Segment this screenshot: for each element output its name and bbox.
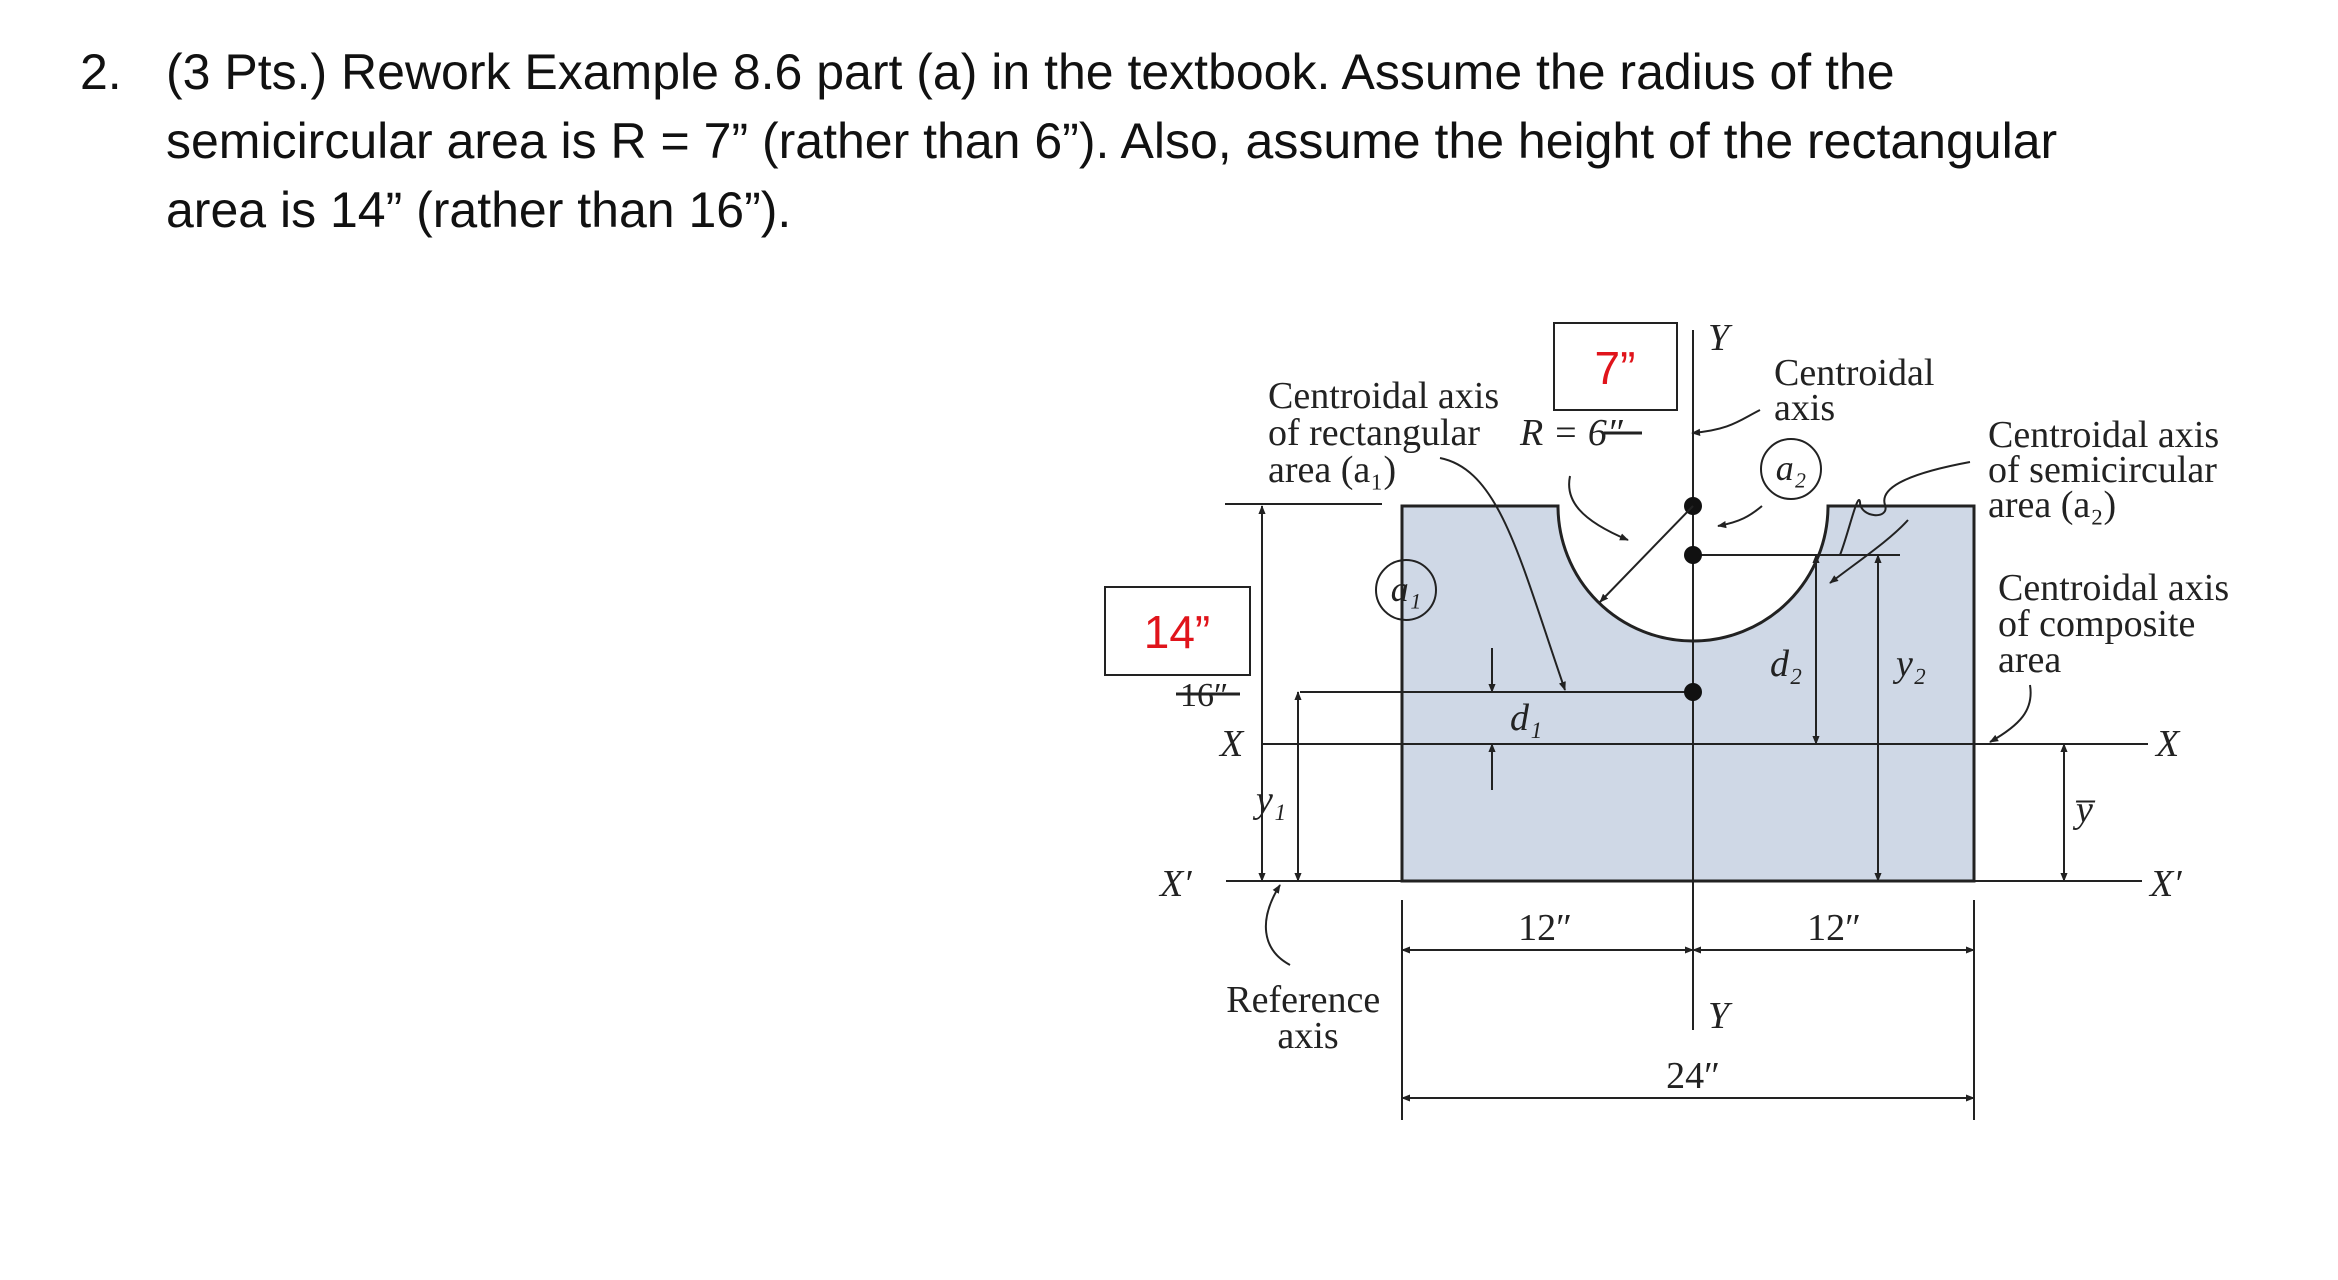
leader-a2 [1718,506,1762,526]
leader-reference [1266,885,1290,965]
leader-centroidal-axis [1692,410,1760,433]
centroid-dot-rect [1684,683,1702,701]
height-correction-text: 14” [1143,606,1211,658]
radius-arrow [1600,506,1693,602]
label-rect-line-1: Centroidal axis [1268,375,1500,417]
radius-correction-text: 7” [1594,342,1636,394]
label-rect-line-2: of rectangular [1268,412,1481,454]
label-y2: y₂ [1896,643,1927,685]
label-rect-line-3: area (a₁) [1268,449,1397,491]
label-semi-line-3: area (a₂) [1988,484,2117,526]
label-y-top: Y [1708,317,1730,359]
problem-line-1: (3 Pts.) Rework Example 8.6 part (a) in the textbook. Assume the radius of the [166,44,1895,100]
label-centroidal-line-1: Centroidal [1774,352,1935,394]
label-semi-line-2: of semicircular [1988,449,2217,491]
problem-line-3: area is 14” (rather than 16”). [166,182,792,238]
label-radius-original: R = 6″ [1520,412,1623,454]
label-centroidal-axis-semi [1988,414,2229,526]
label-d2: d₂ [1770,643,1803,685]
label-width-total: 24″ [1666,1055,1720,1097]
label-height-original: 16″ [1180,677,1229,714]
label-ybar: y̅ [2076,789,2093,831]
label-composite-line-1: Centroidal axis [1998,567,2230,609]
problem-line-2: semicircular area is R = 7” (rather than 6”). Also, assume the height of the rectangular [166,113,2058,169]
label-composite-line-3: area [1998,639,2062,681]
label-reference-line-1: Reference [1226,979,1381,1021]
label-width-right: 12″ [1807,907,1861,949]
label-y-bottom: Y [1708,995,1730,1037]
label-centroidal-axis-rect [1268,375,1509,491]
label-x-right: X [2156,723,2180,765]
problem-number: 2. [80,44,122,100]
label-reference-axis [1226,979,1390,1057]
label-x-left: X [1220,723,1244,765]
label-centroidal-line-2: axis [1774,387,1836,429]
label-y1: y₁ [1256,779,1287,821]
leader-composite [1990,685,2031,742]
leader-radius [1569,476,1628,540]
label-centroidal-axis [1774,352,1944,429]
label-x-prime-right: X′ [2150,863,2182,905]
label-semi-line-1: Centroidal axis [1988,414,2220,456]
label-centroidal-axis-composite [1998,567,2239,681]
label-x-prime-left: X′ [1160,863,1192,905]
centroid-dot-semi [1684,546,1702,564]
label-width-left: 12″ [1518,907,1572,949]
label-reference-line-2: axis [1277,1015,1339,1057]
label-d1: d₁ [1510,697,1543,739]
label-a2: a₂ [1775,448,1807,488]
label-a1: a₁ [1390,569,1422,609]
label-composite-line-2: of composite [1998,603,2196,645]
